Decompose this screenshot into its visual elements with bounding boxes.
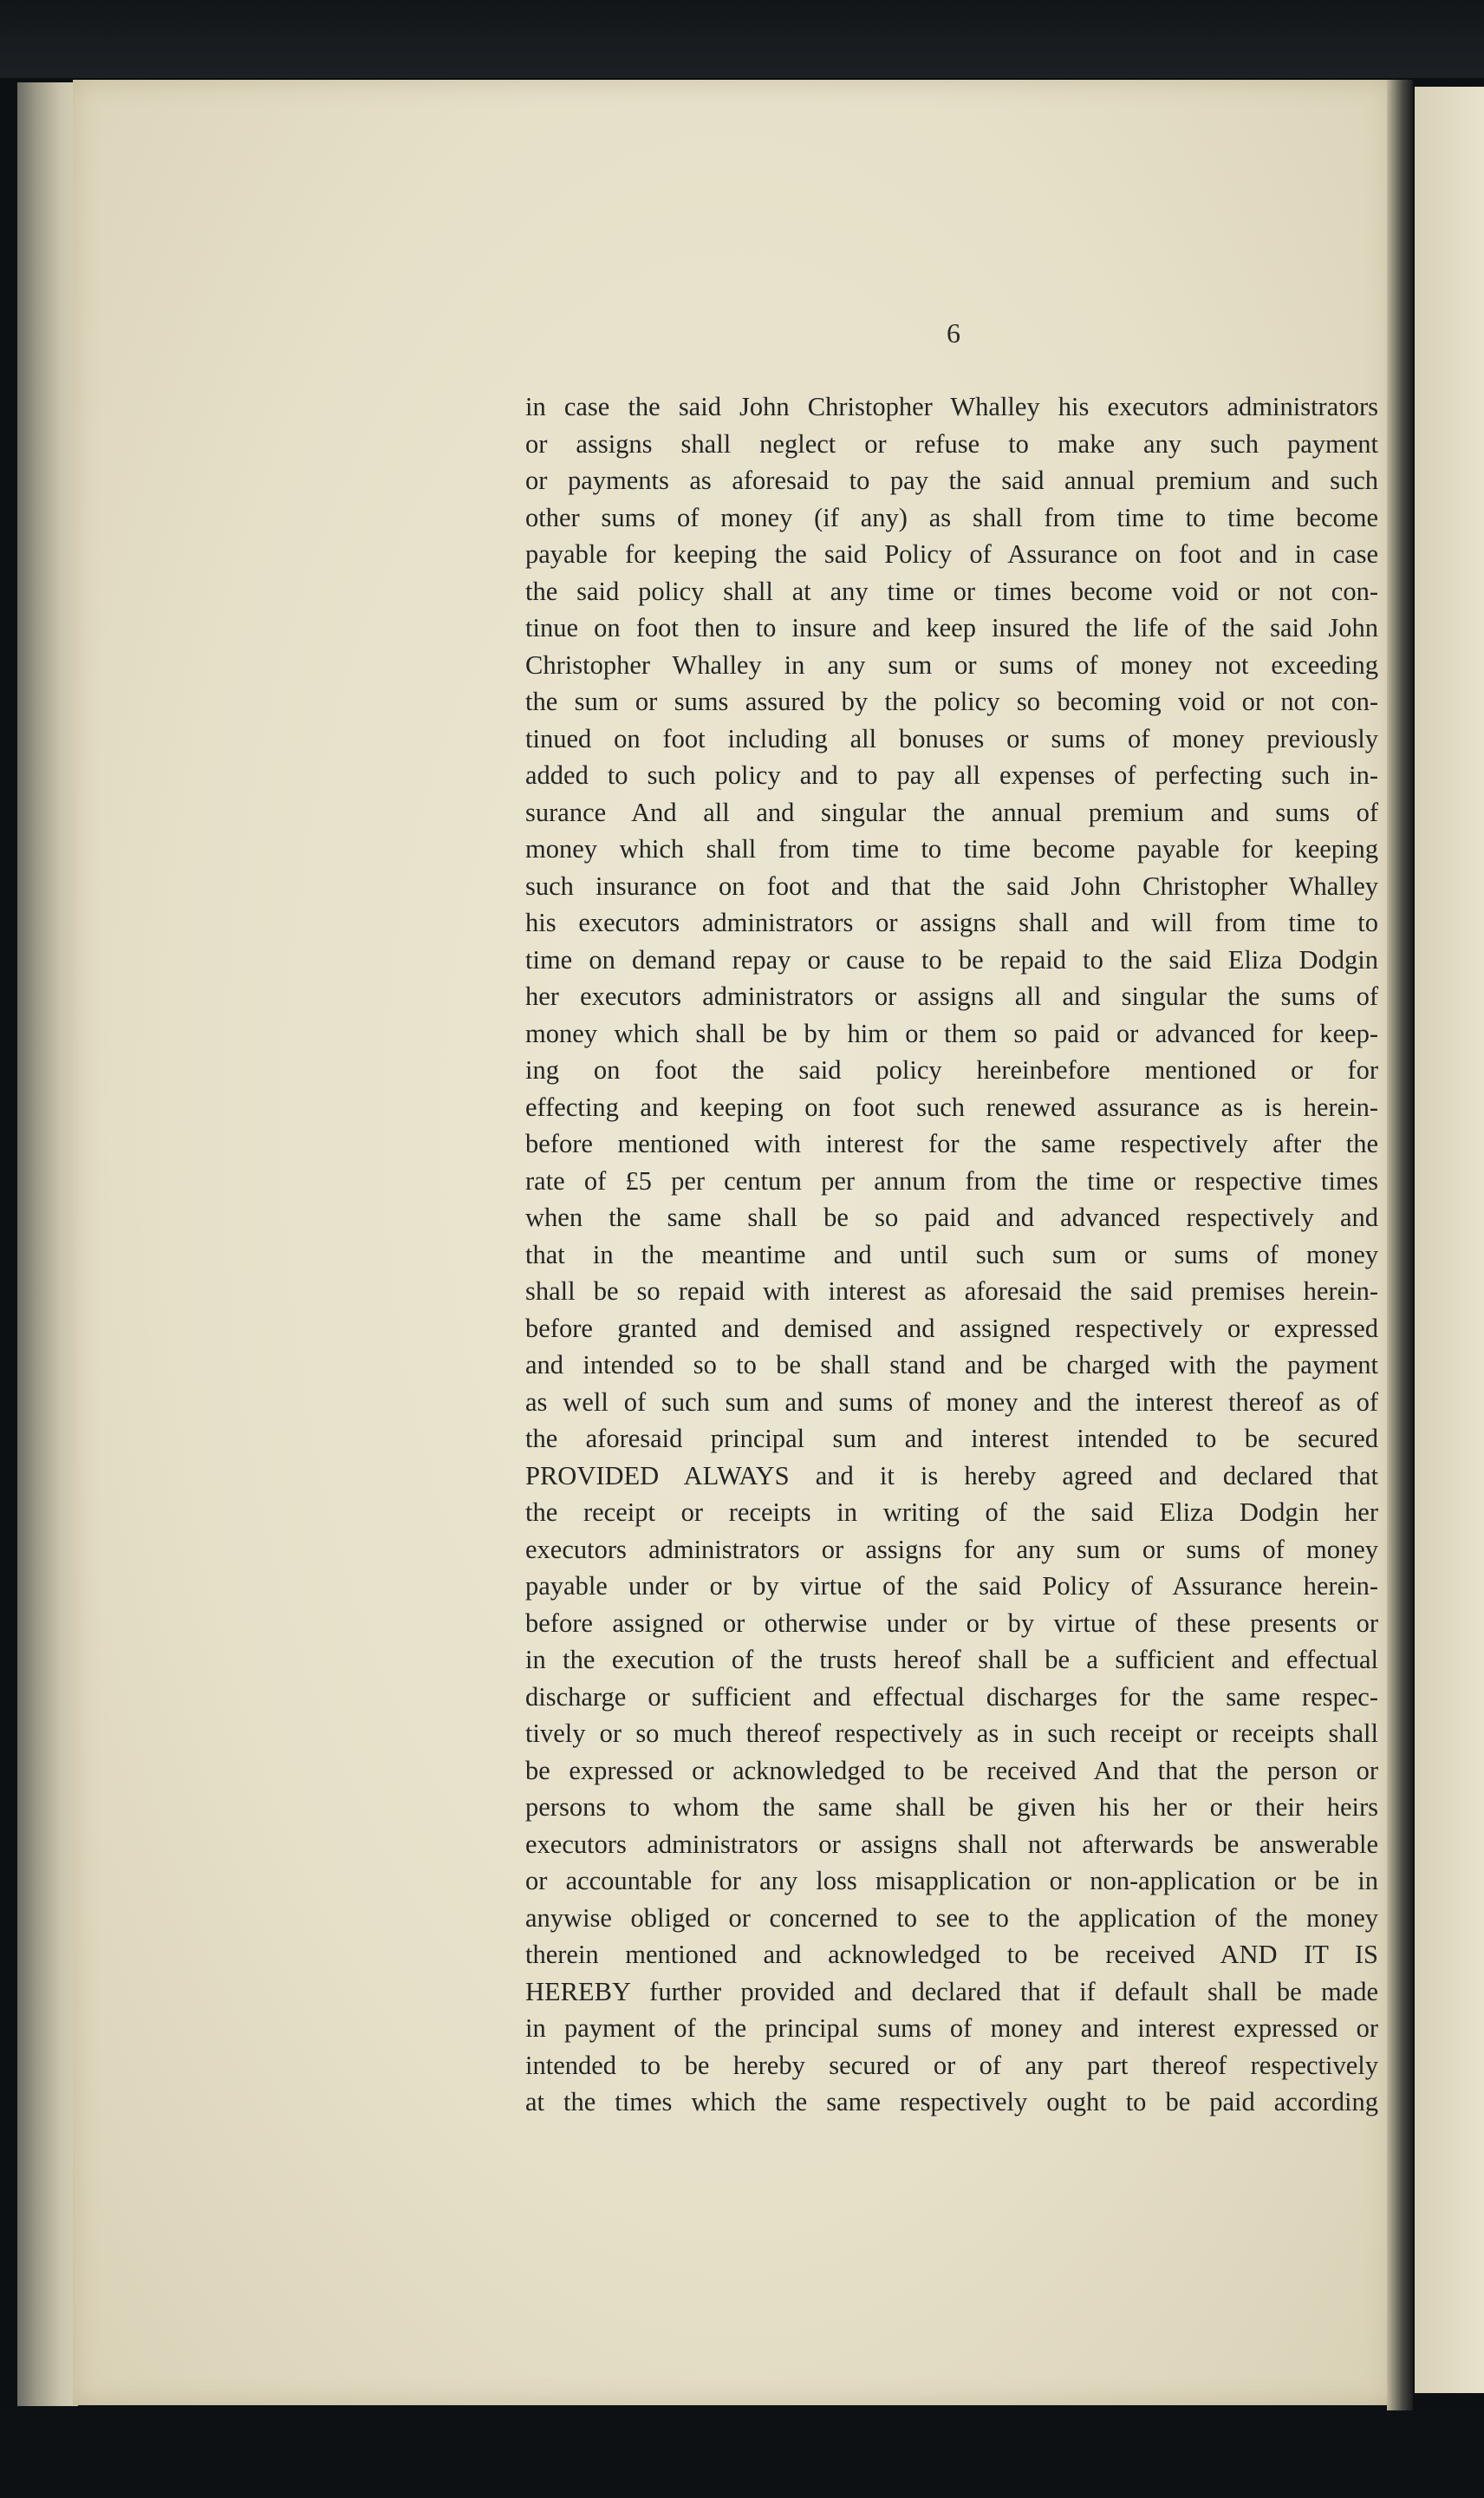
text-line: money which shall be by him or them so paid or advanced for keep- <box>525 1018 1378 1048</box>
text-line: other sums of money (if any) as shall from time to time become <box>525 502 1378 532</box>
text-line: such insurance on foot and that the said John Christopher Whalley <box>525 871 1378 901</box>
book-gutter <box>1387 80 1413 2412</box>
text-line: ing on foot the said policy hereinbefore mentioned or for <box>525 1055 1378 1085</box>
text-line: time on demand repay or cause to be repaid to the said Eliza Dodgin <box>525 944 1378 975</box>
text-line: the aforesaid principal sum and interest intended to be secured <box>525 1424 1378 1453</box>
previous-page-edges <box>17 82 78 2406</box>
text-line: effecting and keeping on foot such renewed assurance as is herein- <box>525 1092 1378 1122</box>
text-line: his executors administrators or assigns shall and will from time to <box>525 908 1378 937</box>
text-line: the receipt or receipts in writing of the said Eliza Dodgin her <box>525 1497 1378 1527</box>
text-line: executors administrators or assigns for any sum or sums of money <box>525 1534 1378 1564</box>
text-line: when the same shall be so paid and advanced respectively and <box>525 1203 1378 1232</box>
text-line: money which shall from time to time become payable for keeping <box>525 834 1378 864</box>
text-line: before assigned or otherwise under or by virtue of these presents or <box>525 1608 1378 1638</box>
text-line: in the execution of the trusts hereof shall be a sufficient and effectual <box>525 1645 1378 1674</box>
text-line: payable under or by virtue of the said Policy of Assurance herein- <box>525 1571 1378 1601</box>
text-line: Christopher Whalley in any sum or sums of money not exceeding <box>525 649 1378 680</box>
background-bottom <box>0 2410 1484 2498</box>
text-line: or accountable for any loss misapplication or non-application or be in <box>525 1866 1378 1895</box>
text-line: anywise obliged or concerned to see to the application of the money <box>525 1902 1378 1933</box>
page-number: 6 <box>947 317 960 349</box>
text-line: executors administrators or assigns shall not afterwards be answerable <box>525 1829 1378 1859</box>
text-line: before mentioned with interest for the same respectively after the <box>525 1129 1378 1158</box>
text-line: the said policy shall at any time or times become void or not con- <box>525 576 1378 606</box>
text-line: before granted and demised and assigned respectively or expressed <box>525 1313 1378 1343</box>
text-line: therein mentioned and acknowledged to be received AND IT IS <box>525 1940 1378 1969</box>
text-line: or assigns shall neglect or refuse to make any such payment <box>525 428 1378 459</box>
text-line: persons to whom the same shall be given his her or their heirs <box>525 1792 1378 1822</box>
next-page-edge <box>1415 87 1484 2393</box>
book-binding-top <box>0 0 1484 78</box>
text-line: at the times which the same respectively ought to be paid according <box>525 2087 1378 2116</box>
text-line: intended to be hereby secured or of any part thereof respectively <box>525 2050 1378 2080</box>
text-line: payable for keeping the said Policy of Assurance on foot and in case <box>525 539 1378 569</box>
body-text <box>525 388 1378 2121</box>
text-line: discharge or sufficient and effectual discharges for the same respec- <box>525 1681 1378 1712</box>
text-line: surance And all and singular the annual premium and sums of <box>525 797 1378 827</box>
text-line: and intended so to be shall stand and be charged with the payment <box>525 1350 1378 1379</box>
text-line: tively or so much thereof respectively as in such receipt or receipts shall <box>525 1719 1378 1748</box>
text-line: her executors administrators or assigns all and singular the sums of <box>525 982 1378 1011</box>
text-line: PROVIDED ALWAYS and it is hereby agreed and declared that <box>525 1460 1378 1490</box>
text-line: added to such policy and to pay all expenses of perfecting such in- <box>525 760 1378 790</box>
text-line: tinue on foot then to insure and keep insured the life of the said John <box>525 613 1378 642</box>
text-line: rate of £5 per centum per annum from the time or respective times <box>525 1165 1378 1196</box>
text-line: shall be so repaid with interest as aforesaid the said premises herein- <box>525 1276 1378 1306</box>
text-line: be expressed or acknowledged to be received And that the person or <box>525 1755 1378 1785</box>
text-line: that in the meantime and until such sum or sums of money <box>525 1239 1378 1269</box>
text-line: in case the said John Christopher Whalley his executors administrators <box>525 392 1378 421</box>
text-line: tinued on foot including all bonuses or sums of money previously <box>525 723 1378 753</box>
text-line: in payment of the principal sums of money and interest expressed or <box>525 2013 1378 2043</box>
text-line: the sum or sums assured by the policy so becoming void or not con- <box>525 687 1378 716</box>
text-line: or payments as aforesaid to pay the said annual premium and such <box>525 466 1378 495</box>
text-line: as well of such sum and sums of money and the interest thereof as of <box>525 1386 1378 1417</box>
text-line: HEREBY further provided and declared that if default shall be made <box>525 1976 1378 2006</box>
